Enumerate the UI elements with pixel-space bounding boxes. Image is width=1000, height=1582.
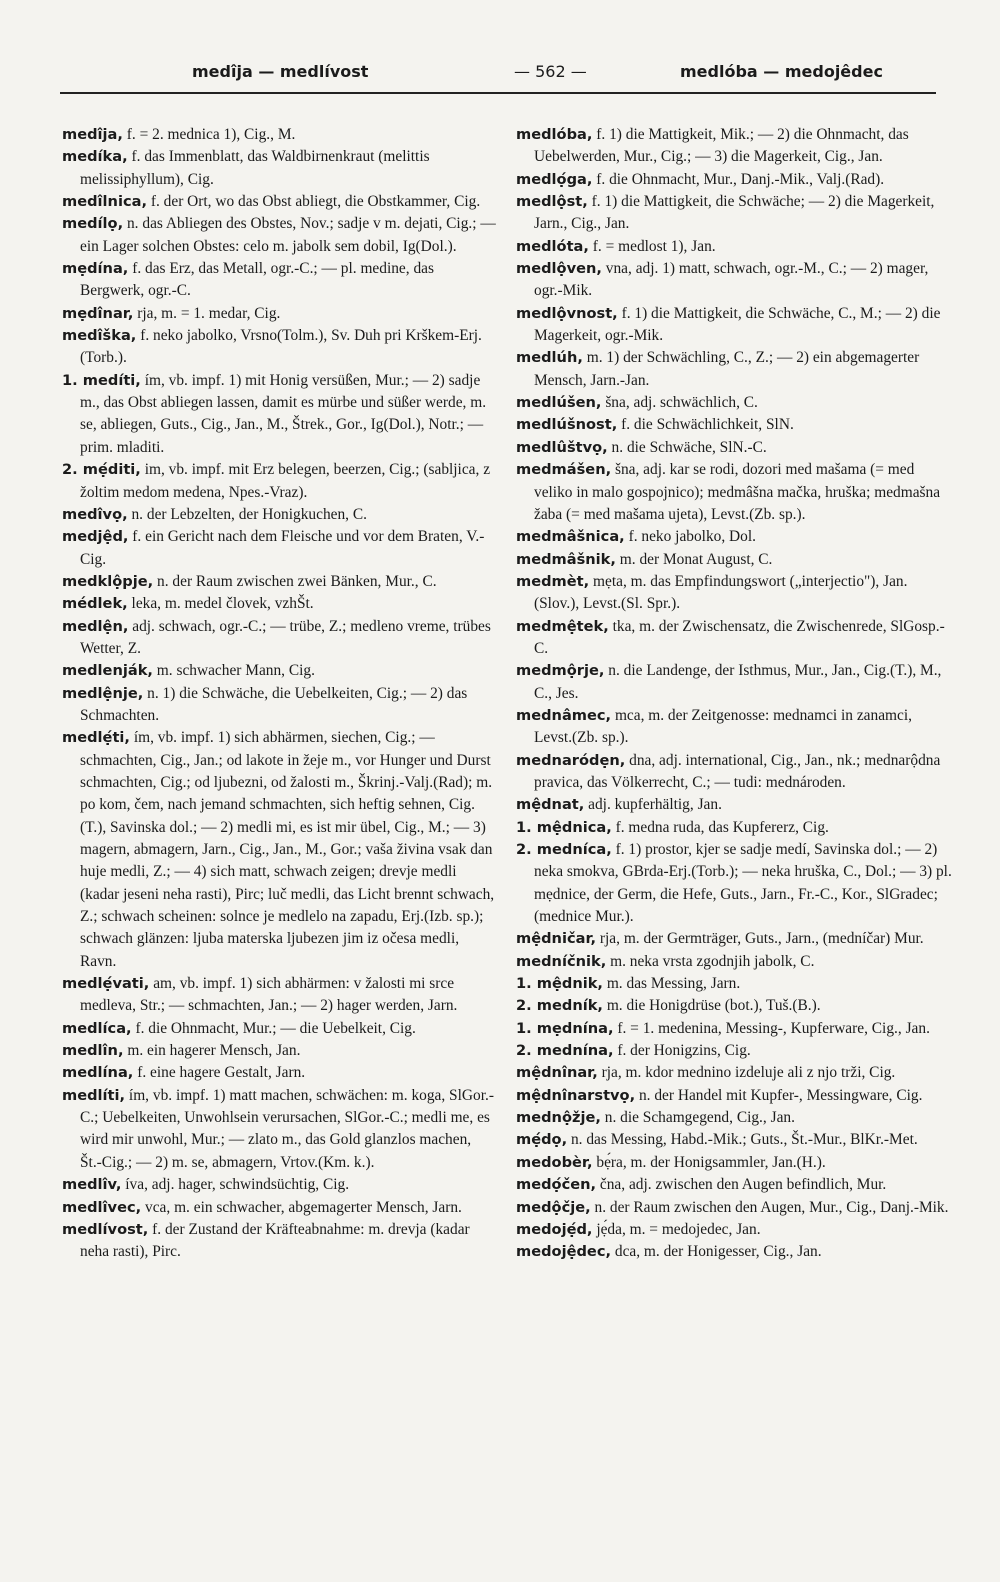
entry-definition: f. der Zustand der Kräfteabnahme: m. drevja (kadar neha rasti), Pirc. xyxy=(80,1220,470,1261)
entry-definition: f. = 1. medenina, Messing-, Kupferware, Cig., Jan. xyxy=(613,1019,930,1037)
entry-headword: medmâšnik, xyxy=(516,550,616,568)
entry-headword: medlíca, xyxy=(62,1019,132,1037)
dictionary-entry xyxy=(62,1197,496,1219)
dictionary-entry xyxy=(62,973,496,1018)
entry-headword: medlívost, xyxy=(62,1220,149,1238)
entry-definition: m. schwacher Mann, Cig. xyxy=(152,662,315,680)
dictionary-entry xyxy=(516,124,952,169)
dictionary-entry xyxy=(516,1018,952,1040)
entry-definition: rja, m. = 1. medar, Cig. xyxy=(133,304,281,322)
entry-definition: n. der Lebzelten, der Honigkuchen, C. xyxy=(127,505,367,523)
entry-headword: medmộrje, xyxy=(516,662,605,680)
entry-headword: medmášen, xyxy=(516,461,612,479)
dictionary-entry xyxy=(62,1085,496,1174)
entry-definition: dca, m. der Honigesser, Cig., Jan. xyxy=(611,1243,822,1261)
entry-headword: medlện, xyxy=(62,617,129,635)
dictionary-entry xyxy=(62,124,496,146)
entry-headword: 2. mẹ́diti, xyxy=(62,461,141,479)
entry-headword: mệdnînar, xyxy=(516,1064,598,1082)
entry-definition: vna, adj. 1) matt, schwach, ogr.-M., C.; — 2) mager, ogr.-Mik. xyxy=(534,260,929,300)
dictionary-entry xyxy=(62,370,496,459)
entry-definition: f. neko jabolko, Vrsno(Tolm.), Sv. Duh pri Krškem-Erj.(Torb.). xyxy=(80,327,482,367)
entry-headword: medîja, xyxy=(62,126,123,143)
entry-headword: medlóba, xyxy=(516,126,593,143)
dictionary-entry xyxy=(516,347,952,392)
right-column xyxy=(516,124,952,1264)
dictionary-entry xyxy=(516,303,952,348)
dictionary-entry xyxy=(516,1241,952,1263)
entry-definition: adj. schwach, ogr.-C.; — trübe, Z.; medleno vreme, trübes Wetter, Z. xyxy=(80,617,491,657)
entry-definition: rja, m. kdor mednino izdeluje ali z njo trži, Cig. xyxy=(597,1064,896,1082)
entry-headword: medîlnica, xyxy=(62,193,147,211)
entry-definition: m. 1) der Schwächling, C., Z.; — 2) ein abgemagerter Mensch, Jarn.-Jan. xyxy=(534,349,920,389)
entry-headword: medlọ́ga, xyxy=(516,170,593,188)
entry-definition: ím, vb. impf. 1) matt machen, schwächen: m. koga, SlGor.-C.; Uebelkeiten, Unwohlsein verursachen, SlGor.-C.; medli me, es wird mir unwohl, Mur.; — zlato m., das Gold glanzlos machen, Št.-Cig.; — 2) m. se, abmagern, Vrtov.(Km. k.). xyxy=(80,1086,494,1171)
entry-definition: f. = 2. mednica 1), Cig., M. xyxy=(122,126,296,143)
dictionary-entry xyxy=(62,213,496,258)
entry-definition: čna, adj. zwischen den Augen befindlich, Mur. xyxy=(596,1176,887,1194)
dictionary-entry xyxy=(516,437,952,459)
dictionary-entry xyxy=(516,616,952,661)
entry-definition: šna, adj. kar se rodi, dozori med mašama (= med veliko in malo gospojnico); medmâšna mačka, hruška; medmašna žaba (= med mašama ujeta), Levst.(Zb. sp.). xyxy=(534,461,941,523)
entry-headword: mednộžje, xyxy=(516,1109,601,1127)
entry-headword: medobèr, xyxy=(516,1153,593,1171)
entry-headword: mednaródẹn, xyxy=(516,751,626,769)
entry-definition: f. das Immenblatt, das Waldbirnenkraut (melittis melissiphyllum), Cig. xyxy=(80,148,430,188)
entry-headword: medlệnje, xyxy=(62,684,144,702)
entry-headword: medlúh, xyxy=(516,349,583,367)
dictionary-entry xyxy=(516,995,952,1017)
entry-definition: vca, m. ein schwacher, abgemagerter Mensch, Jarn. xyxy=(141,1198,462,1216)
entry-definition: n. der Raum zwischen zwei Bänken, Mur., C. xyxy=(153,572,437,590)
dictionary-entry xyxy=(62,1018,496,1040)
entry-headword: medíka, xyxy=(62,148,128,166)
entry-headword: medîvọ, xyxy=(62,505,128,523)
dictionary-entry xyxy=(62,1174,496,1196)
dictionary-entry xyxy=(516,1152,952,1174)
entry-definition: am, vb. impf. 1) sich abhärmen: v žalosti mi srce medleva, Str.; — schmachten, Jan.; — 2) hager werden, Jarn. xyxy=(80,975,458,1015)
dictionary-entry xyxy=(62,504,496,526)
dictionary-entry xyxy=(516,973,952,995)
entry-headword: 1. mệdnica, xyxy=(516,818,612,836)
entry-definition: n. die Schwäche, SlN.-C. xyxy=(607,438,767,456)
entry-definition: f. das Erz, das Metall, ogr.-C.; — pl. medine, das Bergwerk, ogr.-C. xyxy=(80,260,434,300)
dictionary-entry xyxy=(62,1062,496,1084)
dictionary-entry xyxy=(516,414,952,436)
entry-definition: dna, adj. international, Cig., Jan., nk.; mednarộdna pravica, das Völkerrecht, C.; — tudi: mednároden. xyxy=(534,751,941,791)
dictionary-entry xyxy=(516,794,952,816)
dictionary-entry xyxy=(516,660,952,705)
entry-definition: m. neka vrsta zgodnjih jabolk, C. xyxy=(606,952,815,970)
entry-headword: 1. mệdnik, xyxy=(516,975,603,993)
dictionary-entry xyxy=(516,750,952,795)
entry-definition: f. die Ohnmacht, Mur.; — die Uebelkeit, Cig. xyxy=(131,1019,416,1037)
entry-headword: medklộpje, xyxy=(62,572,154,590)
entry-headword: medlóta, xyxy=(516,237,589,255)
entry-definition: f. eine hagere Gestalt, Jarn. xyxy=(133,1064,306,1082)
entry-headword: 2. mednína, xyxy=(516,1042,614,1060)
entry-headword: medîška, xyxy=(62,327,137,345)
left-column xyxy=(62,124,496,1264)
entry-headword: mednâmec, xyxy=(516,706,612,724)
header-rule xyxy=(60,92,936,94)
dictionary-entry xyxy=(62,683,496,728)
entry-definition: m. der Monat August, C. xyxy=(615,550,773,568)
entry-headword: medlúšen, xyxy=(516,394,602,412)
entry-headword: mẹdînar, xyxy=(62,304,134,322)
dictionary-entry xyxy=(516,236,952,258)
dictionary-entry xyxy=(62,146,496,191)
entry-headword: medjệd, xyxy=(62,528,129,546)
entry-headword: medníčnik, xyxy=(516,952,607,970)
entry-definition: mca, m. der Zeitgenosse: mednamci in zanamci, Levst.(Zb. sp.). xyxy=(534,706,912,747)
entry-definition: f. neko jabolko, Dol. xyxy=(624,528,756,546)
dictionary-entry xyxy=(516,1040,952,1062)
entry-headword: medlẹ́vati, xyxy=(62,975,150,993)
entry-headword: medlộven, xyxy=(516,260,602,278)
entry-headword: mệdničar, xyxy=(516,930,597,948)
entry-headword: 2. medníca, xyxy=(516,841,612,858)
dictionary-entry xyxy=(62,593,496,615)
entry-headword: medmâšnica, xyxy=(516,528,625,546)
dictionary-entry xyxy=(62,459,496,504)
entry-headword: 1. medíti, xyxy=(62,371,141,389)
entry-definition: bẹ́ra, m. der Honigsammler, Jan.(H.). xyxy=(592,1153,826,1171)
dictionary-entry xyxy=(516,549,952,571)
entry-definition: tka, m. der Zwischensatz, die Zwischenrede, SlGosp.-C. xyxy=(534,617,945,657)
entry-headword: medlẹ́ti, xyxy=(62,729,130,747)
entry-headword: medọ́čen, xyxy=(516,1176,597,1194)
entry-headword: medojẹ́d, xyxy=(516,1220,593,1238)
dictionary-entry xyxy=(516,1129,952,1151)
entry-definition: n. der Raum zwischen den Augen, Mur., Cig., Danj.-Mik. xyxy=(590,1198,949,1216)
page-number: — 562 — xyxy=(514,62,587,81)
entry-headword: médlek, xyxy=(62,595,128,613)
entry-headword: medlenják, xyxy=(62,662,153,680)
entry-headword: medlîn, xyxy=(62,1042,124,1060)
entry-headword: medlúšnost, xyxy=(516,416,618,434)
dictionary-entry xyxy=(516,571,952,616)
entry-definition: f. 1) prostor, kjer se sadje medí, Savinska dol.; — 2) neka smokva, GBrda-Erj.(Torb.); — neka hruška, C., Dol.; — 3) pl. mẹdnice, der Germ, die Hefe, Guts., Jarn., Fr.-C., Kor., SlGradec; (mednice Mur.). xyxy=(534,841,952,926)
dictionary-entry xyxy=(516,1174,952,1196)
entry-definition: jẹ́da, m. = medojedec, Jan. xyxy=(592,1220,761,1238)
entry-definition: im, vb. impf. mit Erz belegen, beerzen, Cig.; (sablјica, z žoltim medom medena, Npes.-Vraz). xyxy=(80,461,491,501)
entry-headword: medmèt, xyxy=(516,572,590,590)
entry-definition: n. das Abliegen des Obstes, Nov.; sadje v m. dejati, Cig.; — ein Lager solchen Obstes: celo m. jabolk sem dobil, Ig(Dol.). xyxy=(80,215,496,255)
entry-definition: f. die Ohnmacht, Mur., Danj.-Mik., Valj.(Rad). xyxy=(592,170,885,188)
dictionary-entry xyxy=(516,928,952,950)
entry-headword: medlîv, xyxy=(62,1176,122,1194)
entry-headword: mẹdína, xyxy=(62,260,129,278)
entry-headword: medlína, xyxy=(62,1064,134,1082)
entry-headword: medlíti, xyxy=(62,1086,126,1104)
entry-definition: n. der Handel mit Kupfer-, Messingware, Cig. xyxy=(635,1086,923,1104)
entry-definition: leka, m. medel človek, vzhŠt. xyxy=(127,595,314,613)
entry-headword: medlûštvọ, xyxy=(516,438,608,456)
entry-definition: n. 1) die Schwäche, die Uebelkeiten, Cig.; — 2) das Schmachten. xyxy=(80,684,468,724)
dictionary-entry xyxy=(516,526,952,548)
entry-definition: f. der Ort, wo das Obst abliegt, die Obstkammer, Cig. xyxy=(147,193,481,211)
page-header xyxy=(62,60,932,88)
entry-headword: mệdnat, xyxy=(516,796,585,814)
entry-definition: n. das Messing, Habd.-Mik.; Guts., Št.-Mur., BlKr.-Met. xyxy=(567,1131,918,1149)
dictionary-entry xyxy=(516,392,952,414)
entry-definition: f. der Honigzins, Cig. xyxy=(613,1042,751,1060)
entry-definition: f. medna ruda, das Kupfererz, Cig. xyxy=(611,818,829,836)
dictionary-entry xyxy=(62,303,496,325)
entry-definition: íva, adj. hager, schwindsüchtig, Cig. xyxy=(121,1176,350,1194)
entry-definition: šna, adj. schwächlich, C. xyxy=(601,394,758,412)
dictionary-entry xyxy=(62,616,496,661)
dictionary-entry xyxy=(516,1107,952,1129)
dictionary-entry xyxy=(62,1040,496,1062)
entry-definition: f. die Schwächlichkeit, SlN. xyxy=(617,416,794,434)
entry-headword: mẹ́dọ, xyxy=(516,1131,568,1149)
entry-headword: mệdnînarstvọ, xyxy=(516,1086,636,1104)
dictionary-entry xyxy=(516,459,952,526)
dictionary-entry xyxy=(62,727,496,973)
entry-definition: m. das Messing, Jarn. xyxy=(602,975,741,993)
entry-headword: medlîvec, xyxy=(62,1198,142,1216)
entry-headword: medmệtek, xyxy=(516,617,609,635)
dictionary-entry xyxy=(516,191,952,236)
entry-definition: ím, vb. impf. 1) mit Honig versüßen, Mur.; — 2) sadje m., das Obst abliegen lassen, damit es mürbe und süßer werde, m. se, abliegen, Guts., Cig., Jan., M., Štrek., Gor., Ig(Dol.), Notr.; — prim. mladiti. xyxy=(80,371,487,456)
entry-headword: 2. medník, xyxy=(516,997,603,1015)
dictionary-entry xyxy=(516,258,952,303)
dictionary-entry xyxy=(62,325,496,370)
dictionary-entry xyxy=(62,660,496,682)
dictionary-entry xyxy=(516,169,952,191)
entry-headword: medộčje, xyxy=(516,1198,591,1216)
dictionary-entry xyxy=(62,1219,496,1264)
entry-headword: medlộst, xyxy=(516,193,588,211)
dictionary-entry xyxy=(516,1219,952,1241)
entry-definition: m. ein hagerer Mensch, Jan. xyxy=(123,1042,301,1060)
entry-headword: medílọ, xyxy=(62,215,124,233)
entry-headword: 1. mẹdnína, xyxy=(516,1019,614,1037)
entry-definition: f. 1) die Mattigkeit, die Schwäche, C., M.; — 2) die Magerkeit, ogr.-Mik. xyxy=(534,304,941,345)
dictionary-entry xyxy=(516,951,952,973)
dictionary-entry xyxy=(516,705,952,750)
header-left-guide: medîja — medlívost xyxy=(192,62,369,81)
entry-definition: adj. kupferhältig, Jan. xyxy=(584,796,722,814)
entry-headword: medlộvnost, xyxy=(516,304,618,322)
dictionary-entry xyxy=(516,817,952,839)
dictionary-entry xyxy=(62,191,496,213)
dictionary-entry xyxy=(62,571,496,593)
dictionary-entry xyxy=(62,526,496,571)
dictionary-entry xyxy=(516,1062,952,1084)
entry-definition: ím, vb. impf. 1) sich abhärmen, siechen, Cig.; — schmachten, Cig., Jan.; od lakote in žeje m., vor Hunger und Durst schmachten, Cig.; od ljubezni, od žalosti m., Škrinj.-Valj.(Rad); m. po kom, čem, nach jemand schmachten, sich heftig sehnen, Cig.(T.), Savinska dol.; — 2) medli mi, es ist mir übel, Cig., M.; — 3) magern, abmagern, Jarn., Cig., Jan., M., Gor.; vaša živina vsak dan huje medli, Z.; — 4) sich matt, schwach zeigen; drevje medli (kadar jeseni neha rasti), Pirc; luč medli, das Licht brennt schwach, Z.; schwach scheinen: solnce je medlelo na zapadu, Erj.(Izb. sp.); schwach glänzen: ljuba materska ljubezen jim iz očesa medli, Ravn. xyxy=(80,729,495,970)
entry-definition: f. 1) die Mattigkeit, Mik.; — 2) die Ohnmacht, das Uebelwerden, Mur., Cig.; — 3) die Magerkeit, Cig., Jan. xyxy=(534,126,909,166)
entry-definition: n. die Landenge, der Isthmus, Mur., Jan., Cig.(T.), M., C., Jes. xyxy=(534,662,942,702)
entry-definition: mẹta, m. das Empfindungswort („interjectio"), Jan.(Slov.), Levst.(Sl. Spr.). xyxy=(534,572,908,613)
entry-definition: f. ein Gericht nach dem Fleische und vor dem Braten, V.-Cig. xyxy=(80,528,485,568)
entry-definition: rja, m. der Germträger, Guts., Jarn., (medníčar) Mur. xyxy=(596,930,924,948)
dictionary-entry xyxy=(516,1085,952,1107)
dictionary-entry xyxy=(516,839,952,928)
entry-definition: f. = medlost 1), Jan. xyxy=(588,237,716,255)
entry-headword: medojệdec, xyxy=(516,1243,612,1261)
entry-definition: m. die Honigdrüse (bot.), Tuš.(B.). xyxy=(602,997,821,1015)
header-right-guide: medlóba — medojêdec xyxy=(680,62,883,81)
dictionary-entry xyxy=(62,258,496,303)
dictionary-entry xyxy=(516,1197,952,1219)
entry-definition: f. 1) die Mattigkeit, die Schwäche; — 2) die Magerkeit, Jarn., Cig., Jan. xyxy=(534,193,935,233)
entry-definition: n. die Schamgegend, Cig., Jan. xyxy=(600,1109,795,1127)
